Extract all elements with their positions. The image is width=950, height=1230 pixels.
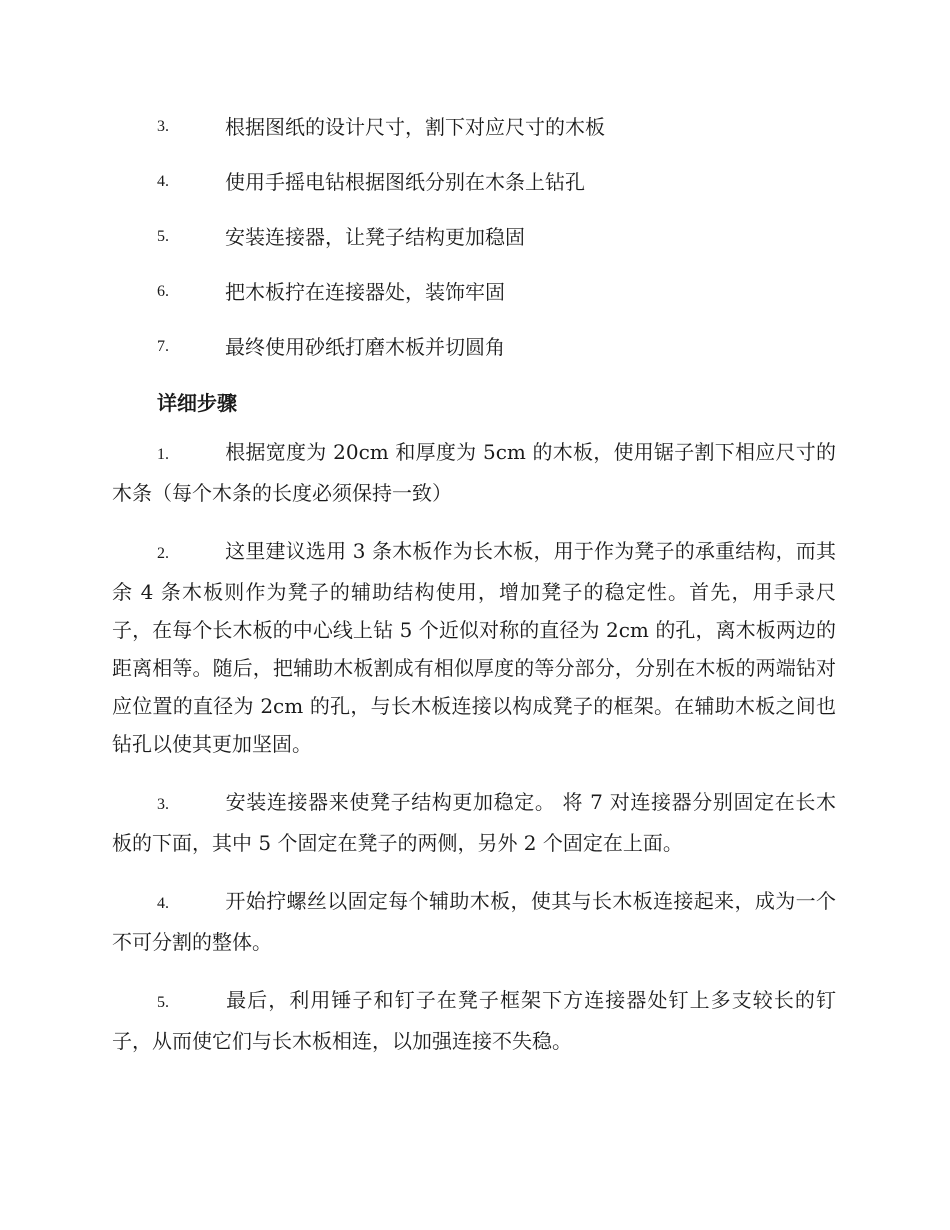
detail-step bbox=[112, 783, 836, 862]
detail-step-text: 根据宽度为 20cm 和厚度为 5cm 的木板，使用锯子割下相应尺寸的木条（每个木条的长度必须保持一致） bbox=[112, 440, 836, 505]
detail-step-text: 这里建议选用 3 条木板作为长木板，用于作为凳子的承重结构，而其余 4 条木板则作为凳子的辅助结构使用，增加凳子的稳定性。首先，用手录尺子，在每个长木板的中心线上钻 5 个近似对称的直径为 2cm 的孔，离木板两边的距离相等。随后，把辅助木板割成有相似厚度的等分部分，分别在木板的两端钻对应位置的直径为 2cm 的孔，与长木板连接以构成凳子的框架。在辅助木板之间也钻孔以使其更加坚固。 bbox=[112, 539, 836, 756]
summary-step-number: 3. bbox=[157, 118, 169, 135]
summary-step-number: 4. bbox=[157, 173, 169, 190]
detail-step-text: 安装连接器来使凳子结构更加稳定。 将 7 对连接器分别固定在长木板的下面，其中 5 个固定在凳子的两侧，另外 2 个固定在上面。 bbox=[112, 790, 836, 855]
summary-step-text: 最终使用砂纸打磨木板并切圆角 bbox=[225, 335, 505, 359]
detail-step bbox=[112, 433, 836, 512]
summary-step-text: 使用手摇电钻根据图纸分别在木条上钻孔 bbox=[225, 170, 585, 194]
summary-step bbox=[112, 163, 836, 201]
summary-step bbox=[112, 328, 836, 366]
summary-step-number: 6. bbox=[157, 283, 169, 300]
detail-step-number: 1. bbox=[157, 446, 169, 463]
section-heading: 详细步骤 bbox=[157, 391, 237, 415]
summary-step-text: 把木板拧在连接器处，装饰牢固 bbox=[225, 280, 505, 304]
summary-step bbox=[112, 218, 836, 256]
summary-step-text: 安装连接器，让凳子结构更加稳固 bbox=[225, 225, 525, 249]
detail-step-text: 开始拧螺丝以固定每个辅助木板，使其与长木板连接起来，成为一个不可分割的整体。 bbox=[112, 889, 836, 954]
detail-step-number: 4. bbox=[157, 895, 169, 912]
detail-step-number: 2. bbox=[157, 545, 169, 562]
detail-step-text: 最后，利用锤子和钉子在凳子框架下方连接器处钉上多支较长的钉子，从而使它们与长木板相连，以加强连接不失稳。 bbox=[112, 988, 836, 1053]
detail-step bbox=[112, 532, 836, 763]
document-content bbox=[112, 108, 836, 1074]
detail-step-number: 5. bbox=[157, 994, 169, 1011]
summary-step-text: 根据图纸的设计尺寸，割下对应尺寸的木板 bbox=[225, 115, 605, 139]
summary-step bbox=[112, 273, 836, 311]
summary-step-number: 7. bbox=[157, 338, 169, 355]
detail-step-number: 3. bbox=[157, 796, 169, 813]
summary-step bbox=[112, 108, 836, 146]
detail-step bbox=[112, 981, 836, 1060]
detail-step bbox=[112, 882, 836, 961]
summary-step-number: 5. bbox=[157, 228, 169, 245]
